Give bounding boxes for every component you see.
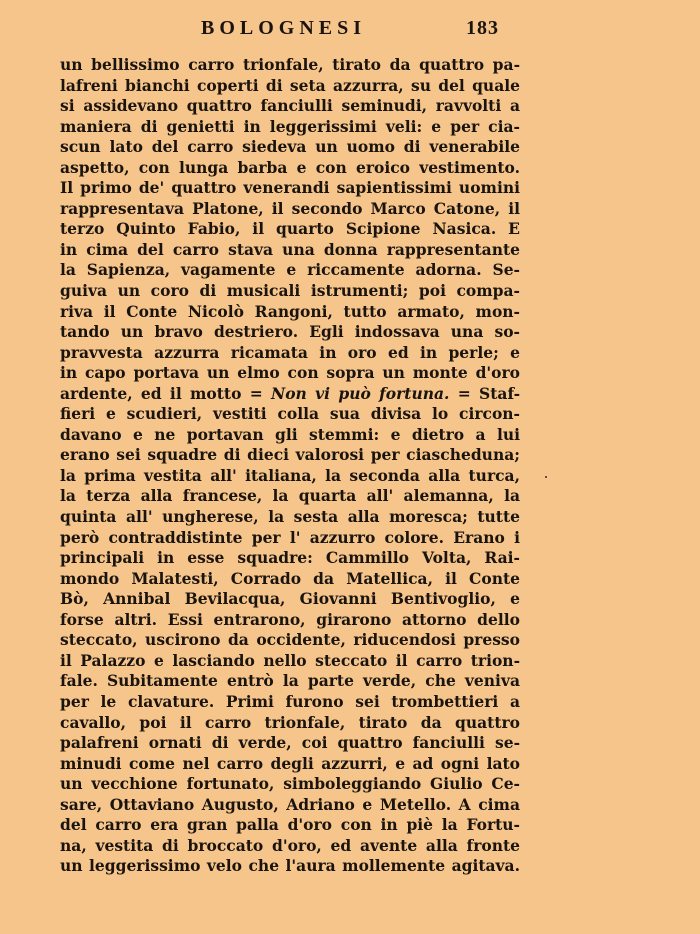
- text-line: [60, 343, 520, 364]
- text-line: [60, 302, 520, 323]
- text-line: [60, 260, 520, 281]
- text-line: [60, 322, 520, 343]
- text-segment: lafreni bianchi coperti di seta azzurra, su del quale: [60, 75, 520, 95]
- text-line: [60, 445, 520, 466]
- italic-motto: Non vi può fortuna.: [271, 383, 450, 403]
- text-line: [60, 651, 520, 672]
- text-line: [60, 363, 520, 384]
- text-line: [60, 384, 520, 405]
- text-line: [60, 281, 520, 302]
- text-segment: fale. Subitamente entrò la parte verde, che veniva: [60, 671, 520, 691]
- text-line: [60, 96, 520, 117]
- text-segment: però contraddistinte per l' azzurro colore. Erano i: [60, 527, 520, 547]
- text-line: [60, 548, 520, 569]
- text-line: [60, 692, 520, 713]
- text-segment: maniera di genietti in leggerissimi veli: e per cia-: [60, 116, 520, 136]
- text-segment: il Palazzo e lasciando nello steccato il carro trion-: [60, 650, 520, 670]
- text-line: [60, 589, 520, 610]
- text-segment: principali in esse squadre: Cammillo Volta, Rai-: [60, 548, 520, 568]
- text-segment: guiva un coro di musicali istrumenti; poi compa-: [60, 281, 520, 301]
- text-segment: davano e ne portavan gli stemmi: e dietro a lui: [60, 424, 520, 444]
- running-title: BOLOGNESI: [201, 17, 367, 39]
- ink-speck: [545, 476, 547, 478]
- text-line: [60, 754, 520, 775]
- text-segment: rappresentava Platone, il secondo Marco Catone, il: [60, 198, 520, 218]
- text-line: [60, 733, 520, 754]
- text-segment: ardente, ed il motto =: [60, 383, 272, 403]
- text-segment: un leggerissimo velo che l'aura mollemente agitava.: [60, 856, 520, 876]
- text-segment: del carro era gran palla d'oro con in piè la Fortu-: [60, 815, 520, 835]
- text-line: [60, 55, 520, 76]
- page-number: 183: [466, 17, 499, 39]
- text-line: [60, 219, 520, 240]
- text-segment: si assidevano quattro fanciulli seminudi, ravvolti a: [60, 96, 520, 116]
- text-line: [60, 774, 520, 795]
- text-segment: aspetto, con lunga barba e con eroico vestimento.: [60, 157, 520, 177]
- text-line: [60, 713, 520, 734]
- text-segment: scun lato del carro siedeva un uomo di venerabile: [60, 137, 520, 157]
- text-line: [60, 425, 520, 446]
- text-segment: la prima vestita all' italiana, la seconda alla turca,: [60, 465, 520, 485]
- text-line: [60, 137, 520, 158]
- text-segment: la Sapienza, vagamente e riccamente adorna. Se-: [60, 260, 520, 280]
- text-segment: un vecchione fortunato, simboleggiando Giulio Ce-: [60, 774, 520, 794]
- text-segment: cavallo, poi il carro trionfale, tirato da quattro: [60, 712, 520, 732]
- text-line: [60, 815, 520, 836]
- text-line: [60, 199, 520, 220]
- text-line: [60, 117, 520, 138]
- text-segment: pravvesta azzurra ricamata in oro ed in perle; e: [60, 342, 520, 362]
- text-line: [60, 795, 520, 816]
- text-line: [60, 240, 520, 261]
- text-segment: fieri e scudieri, vestiti colla sua divisa lo circon-: [60, 404, 520, 424]
- text-segment: in cima del carro stava una donna rappresentante: [60, 239, 520, 259]
- text-segment: riva il Conte Nicolò Rangoni, tutto armato, mon-: [60, 301, 520, 321]
- text-segment: palafreni ornati di verde, coi quattro fanciulli se-: [60, 733, 520, 753]
- text-line: [60, 466, 520, 487]
- text-segment: na, vestita di broccato d'oro, ed avente alla fronte: [60, 835, 520, 855]
- text-line: [60, 158, 520, 179]
- text-line: [60, 404, 520, 425]
- text-line: [60, 486, 520, 507]
- text-segment: Il primo de' quattro venerandi sapientissimi uomini: [60, 178, 520, 198]
- text-segment: terzo Quinto Fabio, il quarto Scipione Nasica. E: [60, 219, 520, 239]
- text-segment: forse altri. Essi entrarono, girarono attorno dello: [60, 609, 520, 629]
- text-segment: quinta all' ungherese, la sesta alla moresca; tutte: [60, 507, 520, 527]
- text-segment: tando un bravo destriero. Egli indossava una so-: [60, 322, 520, 342]
- text-segment: un bellissimo carro trionfale, tirato da quattro pa-: [60, 55, 520, 74]
- text-segment: in capo portava un elmo con sopra un monte d'oro: [60, 363, 520, 383]
- text-line: [60, 507, 520, 528]
- text-segment: = Staf-: [449, 383, 521, 403]
- text-line: [60, 856, 520, 877]
- text-line: [60, 76, 520, 97]
- text-segment: steccato, uscirono da occidente, riducendosi presso: [60, 630, 520, 650]
- text-line: [60, 610, 520, 631]
- text-line: [60, 528, 520, 549]
- text-line: [60, 836, 520, 857]
- text-segment: la terza alla francese, la quarta all' alemanna, la: [60, 486, 520, 506]
- text-segment: erano sei squadre di dieci valorosi per ciascheduna;: [60, 445, 520, 465]
- text-segment: minudi come nel carro degli azzurri, e ad ogni lato: [60, 753, 520, 773]
- text-segment: per le clavature. Primi furono sei trombettieri a: [60, 691, 520, 711]
- text-line: [60, 671, 520, 692]
- text-line: [60, 569, 520, 590]
- body-text: [60, 55, 520, 877]
- text-line: [60, 178, 520, 199]
- text-segment: mondo Malatesti, Corrado da Matellica, il Conte: [60, 568, 520, 588]
- text-segment: Bò, Annibal Bevilacqua, Giovanni Bentivoglio, e: [60, 589, 520, 609]
- text-segment: sare, Ottaviano Augusto, Adriano e Metello. A cima: [60, 794, 520, 814]
- text-line: [60, 630, 520, 651]
